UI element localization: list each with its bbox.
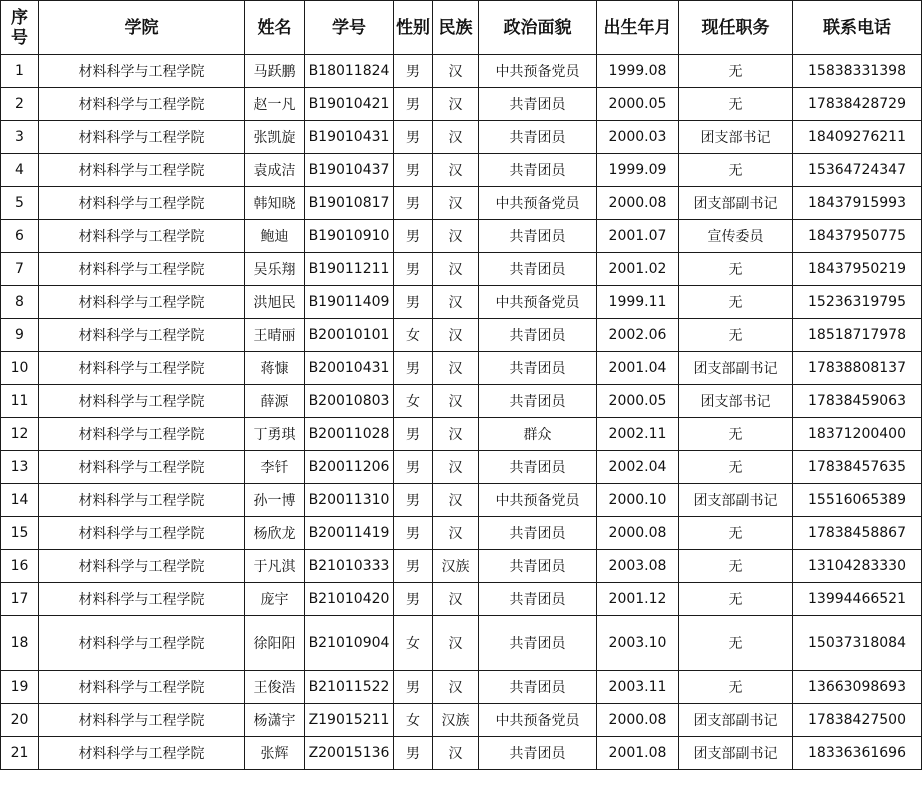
cell-position: 无 bbox=[679, 583, 793, 616]
cell-gender: 男 bbox=[394, 55, 433, 88]
cell-name: 韩知晓 bbox=[245, 187, 305, 220]
cell-phone: 18371200400 bbox=[793, 418, 922, 451]
cell-political-status: 中共预备党员 bbox=[479, 187, 597, 220]
cell-phone: 13994466521 bbox=[793, 583, 922, 616]
cell-student-id: B21010904 bbox=[305, 616, 394, 671]
cell-position: 团支部副书记 bbox=[679, 187, 793, 220]
table-row bbox=[1, 517, 922, 550]
cell-college: 材料科学与工程学院 bbox=[39, 737, 245, 770]
cell-phone: 15037318084 bbox=[793, 616, 922, 671]
cell-seq: 12 bbox=[1, 418, 39, 451]
cell-birth: 2000.10 bbox=[597, 484, 679, 517]
table-row bbox=[1, 55, 922, 88]
cell-college: 材料科学与工程学院 bbox=[39, 319, 245, 352]
cell-political-status: 共青团员 bbox=[479, 583, 597, 616]
cell-gender: 男 bbox=[394, 253, 433, 286]
table-row bbox=[1, 616, 922, 671]
cell-phone: 18518717978 bbox=[793, 319, 922, 352]
cell-seq: 18 bbox=[1, 616, 39, 671]
cell-student-id: B20010101 bbox=[305, 319, 394, 352]
cell-birth: 2001.07 bbox=[597, 220, 679, 253]
cell-gender: 男 bbox=[394, 154, 433, 187]
cell-ethnicity: 汉 bbox=[433, 418, 479, 451]
cell-political-status: 中共预备党员 bbox=[479, 704, 597, 737]
cell-birth: 1999.08 bbox=[597, 55, 679, 88]
cell-name: 杨欣龙 bbox=[245, 517, 305, 550]
cell-position: 无 bbox=[679, 154, 793, 187]
cell-name: 杨潇宇 bbox=[245, 704, 305, 737]
cell-college: 材料科学与工程学院 bbox=[39, 418, 245, 451]
cell-position: 无 bbox=[679, 517, 793, 550]
cell-name: 吴乐翔 bbox=[245, 253, 305, 286]
cell-birth: 2003.11 bbox=[597, 671, 679, 704]
cell-seq: 5 bbox=[1, 187, 39, 220]
header-college: 学院 bbox=[39, 1, 245, 55]
table-row bbox=[1, 286, 922, 319]
table-row bbox=[1, 704, 922, 737]
cell-student-id: B20011206 bbox=[305, 451, 394, 484]
cell-name: 孙一博 bbox=[245, 484, 305, 517]
cell-birth: 2003.10 bbox=[597, 616, 679, 671]
cell-seq: 8 bbox=[1, 286, 39, 319]
cell-gender: 男 bbox=[394, 451, 433, 484]
cell-gender: 男 bbox=[394, 352, 433, 385]
cell-position: 宣传委员 bbox=[679, 220, 793, 253]
cell-student-id: Z20015136 bbox=[305, 737, 394, 770]
cell-position: 团支部副书记 bbox=[679, 352, 793, 385]
cell-position: 团支部副书记 bbox=[679, 484, 793, 517]
cell-birth: 1999.09 bbox=[597, 154, 679, 187]
cell-ethnicity: 汉 bbox=[433, 319, 479, 352]
cell-gender: 男 bbox=[394, 220, 433, 253]
cell-name: 张凯旋 bbox=[245, 121, 305, 154]
cell-ethnicity: 汉 bbox=[433, 187, 479, 220]
cell-political-status: 共青团员 bbox=[479, 352, 597, 385]
cell-gender: 男 bbox=[394, 418, 433, 451]
cell-name: 马跃鹏 bbox=[245, 55, 305, 88]
cell-ethnicity: 汉 bbox=[433, 671, 479, 704]
cell-phone: 13663098693 bbox=[793, 671, 922, 704]
cell-ethnicity: 汉 bbox=[433, 55, 479, 88]
cell-phone: 18437950219 bbox=[793, 253, 922, 286]
cell-phone: 15516065389 bbox=[793, 484, 922, 517]
cell-ethnicity: 汉族 bbox=[433, 704, 479, 737]
cell-student-id: B19010910 bbox=[305, 220, 394, 253]
cell-seq: 7 bbox=[1, 253, 39, 286]
cell-student-id: B19011409 bbox=[305, 286, 394, 319]
cell-college: 材料科学与工程学院 bbox=[39, 253, 245, 286]
cell-seq: 13 bbox=[1, 451, 39, 484]
cell-ethnicity: 汉 bbox=[433, 484, 479, 517]
cell-phone: 15838331398 bbox=[793, 55, 922, 88]
cell-position: 无 bbox=[679, 550, 793, 583]
cell-gender: 男 bbox=[394, 583, 433, 616]
cell-seq: 19 bbox=[1, 671, 39, 704]
cell-gender: 男 bbox=[394, 550, 433, 583]
cell-student-id: B19010431 bbox=[305, 121, 394, 154]
cell-ethnicity: 汉 bbox=[433, 385, 479, 418]
cell-ethnicity: 汉 bbox=[433, 88, 479, 121]
cell-name: 洪旭民 bbox=[245, 286, 305, 319]
header-row bbox=[1, 1, 922, 55]
cell-political-status: 共青团员 bbox=[479, 319, 597, 352]
cell-name: 薛源 bbox=[245, 385, 305, 418]
table-row bbox=[1, 187, 922, 220]
cell-seq: 3 bbox=[1, 121, 39, 154]
cell-name: 于凡淇 bbox=[245, 550, 305, 583]
cell-college: 材料科学与工程学院 bbox=[39, 187, 245, 220]
cell-political-status: 中共预备党员 bbox=[479, 286, 597, 319]
cell-college: 材料科学与工程学院 bbox=[39, 88, 245, 121]
cell-ethnicity: 汉 bbox=[433, 352, 479, 385]
cell-seq: 15 bbox=[1, 517, 39, 550]
cell-phone: 13104283330 bbox=[793, 550, 922, 583]
header-birth: 出生年月 bbox=[597, 1, 679, 55]
cell-college: 材料科学与工程学院 bbox=[39, 154, 245, 187]
cell-position: 无 bbox=[679, 418, 793, 451]
cell-college: 材料科学与工程学院 bbox=[39, 484, 245, 517]
cell-student-id: B20011419 bbox=[305, 517, 394, 550]
cell-student-id: B21010420 bbox=[305, 583, 394, 616]
header-position: 现任职务 bbox=[679, 1, 793, 55]
cell-ethnicity: 汉 bbox=[433, 451, 479, 484]
cell-ethnicity: 汉 bbox=[433, 220, 479, 253]
cell-phone: 18437950775 bbox=[793, 220, 922, 253]
cell-position: 无 bbox=[679, 319, 793, 352]
cell-position: 团支部副书记 bbox=[679, 704, 793, 737]
table-row bbox=[1, 737, 922, 770]
cell-birth: 2001.04 bbox=[597, 352, 679, 385]
table-row bbox=[1, 671, 922, 704]
cell-college: 材料科学与工程学院 bbox=[39, 704, 245, 737]
header-name: 姓名 bbox=[245, 1, 305, 55]
cell-position: 团支部书记 bbox=[679, 385, 793, 418]
table-row bbox=[1, 451, 922, 484]
cell-political-status: 共青团员 bbox=[479, 220, 597, 253]
cell-college: 材料科学与工程学院 bbox=[39, 286, 245, 319]
cell-position: 无 bbox=[679, 616, 793, 671]
table-row bbox=[1, 88, 922, 121]
table-row bbox=[1, 154, 922, 187]
cell-phone: 15236319795 bbox=[793, 286, 922, 319]
cell-gender: 男 bbox=[394, 187, 433, 220]
cell-birth: 2002.06 bbox=[597, 319, 679, 352]
cell-college: 材料科学与工程学院 bbox=[39, 451, 245, 484]
cell-name: 丁勇琪 bbox=[245, 418, 305, 451]
cell-student-id: B19010437 bbox=[305, 154, 394, 187]
table-row bbox=[1, 484, 922, 517]
cell-student-id: B18011824 bbox=[305, 55, 394, 88]
cell-phone: 18437915993 bbox=[793, 187, 922, 220]
cell-political-status: 共青团员 bbox=[479, 154, 597, 187]
cell-name: 蒋慷 bbox=[245, 352, 305, 385]
cell-gender: 女 bbox=[394, 385, 433, 418]
table-row bbox=[1, 352, 922, 385]
cell-student-id: Z19015211 bbox=[305, 704, 394, 737]
cell-birth: 2000.05 bbox=[597, 88, 679, 121]
cell-political-status: 共青团员 bbox=[479, 253, 597, 286]
cell-name: 鲍迪 bbox=[245, 220, 305, 253]
cell-ethnicity: 汉 bbox=[433, 121, 479, 154]
cell-student-id: B20010431 bbox=[305, 352, 394, 385]
cell-ethnicity: 汉 bbox=[433, 583, 479, 616]
cell-gender: 男 bbox=[394, 671, 433, 704]
cell-student-id: B21010333 bbox=[305, 550, 394, 583]
cell-phone: 17838808137 bbox=[793, 352, 922, 385]
cell-phone: 17838427500 bbox=[793, 704, 922, 737]
cell-seq: 6 bbox=[1, 220, 39, 253]
cell-birth: 2001.02 bbox=[597, 253, 679, 286]
cell-name: 赵一凡 bbox=[245, 88, 305, 121]
cell-gender: 女 bbox=[394, 319, 433, 352]
cell-ethnicity: 汉 bbox=[433, 517, 479, 550]
cell-seq: 4 bbox=[1, 154, 39, 187]
cell-political-status: 共青团员 bbox=[479, 671, 597, 704]
cell-ethnicity: 汉族 bbox=[433, 550, 479, 583]
cell-birth: 2002.04 bbox=[597, 451, 679, 484]
cell-gender: 女 bbox=[394, 704, 433, 737]
cell-birth: 2000.08 bbox=[597, 187, 679, 220]
cell-position: 无 bbox=[679, 55, 793, 88]
cell-ethnicity: 汉 bbox=[433, 286, 479, 319]
table-row bbox=[1, 121, 922, 154]
header-student-id: 学号 bbox=[305, 1, 394, 55]
cell-gender: 男 bbox=[394, 121, 433, 154]
cell-name: 张辉 bbox=[245, 737, 305, 770]
cell-student-id: B20011310 bbox=[305, 484, 394, 517]
table-row bbox=[1, 220, 922, 253]
cell-birth: 1999.11 bbox=[597, 286, 679, 319]
cell-phone: 15364724347 bbox=[793, 154, 922, 187]
cell-political-status: 共青团员 bbox=[479, 121, 597, 154]
cell-ethnicity: 汉 bbox=[433, 737, 479, 770]
cell-political-status: 共青团员 bbox=[479, 616, 597, 671]
cell-ethnicity: 汉 bbox=[433, 154, 479, 187]
cell-college: 材料科学与工程学院 bbox=[39, 121, 245, 154]
cell-political-status: 共青团员 bbox=[479, 550, 597, 583]
cell-name: 李钎 bbox=[245, 451, 305, 484]
cell-position: 无 bbox=[679, 88, 793, 121]
cell-college: 材料科学与工程学院 bbox=[39, 220, 245, 253]
cell-seq: 14 bbox=[1, 484, 39, 517]
cell-position: 团支部副书记 bbox=[679, 737, 793, 770]
cell-college: 材料科学与工程学院 bbox=[39, 352, 245, 385]
cell-college: 材料科学与工程学院 bbox=[39, 671, 245, 704]
cell-birth: 2000.03 bbox=[597, 121, 679, 154]
cell-birth: 2000.08 bbox=[597, 704, 679, 737]
table-row bbox=[1, 385, 922, 418]
cell-college: 材料科学与工程学院 bbox=[39, 616, 245, 671]
table-row bbox=[1, 418, 922, 451]
cell-student-id: B20010803 bbox=[305, 385, 394, 418]
cell-name: 庞宇 bbox=[245, 583, 305, 616]
cell-college: 材料科学与工程学院 bbox=[39, 385, 245, 418]
cell-phone: 17838457635 bbox=[793, 451, 922, 484]
cell-name: 王俊浩 bbox=[245, 671, 305, 704]
cell-gender: 女 bbox=[394, 616, 433, 671]
header-phone: 联系电话 bbox=[793, 1, 922, 55]
cell-political-status: 中共预备党员 bbox=[479, 55, 597, 88]
cell-political-status: 共青团员 bbox=[479, 451, 597, 484]
cell-name: 徐阳阳 bbox=[245, 616, 305, 671]
cell-position: 无 bbox=[679, 253, 793, 286]
cell-student-id: B21011522 bbox=[305, 671, 394, 704]
header-seq: 序 号 bbox=[1, 1, 39, 55]
cell-political-status: 共青团员 bbox=[479, 737, 597, 770]
cell-birth: 2001.12 bbox=[597, 583, 679, 616]
cell-political-status: 群众 bbox=[479, 418, 597, 451]
cell-phone: 18336361696 bbox=[793, 737, 922, 770]
cell-student-id: B19010421 bbox=[305, 88, 394, 121]
cell-birth: 2000.05 bbox=[597, 385, 679, 418]
cell-seq: 2 bbox=[1, 88, 39, 121]
cell-gender: 男 bbox=[394, 737, 433, 770]
cell-seq: 10 bbox=[1, 352, 39, 385]
cell-seq: 9 bbox=[1, 319, 39, 352]
cell-gender: 男 bbox=[394, 286, 433, 319]
cell-gender: 男 bbox=[394, 517, 433, 550]
roster-body bbox=[1, 55, 922, 770]
cell-position: 无 bbox=[679, 286, 793, 319]
table-row bbox=[1, 319, 922, 352]
cell-college: 材料科学与工程学院 bbox=[39, 583, 245, 616]
cell-position: 团支部书记 bbox=[679, 121, 793, 154]
cell-phone: 18409276211 bbox=[793, 121, 922, 154]
table-row bbox=[1, 253, 922, 286]
cell-name: 王晴丽 bbox=[245, 319, 305, 352]
cell-phone: 17838459063 bbox=[793, 385, 922, 418]
cell-gender: 男 bbox=[394, 88, 433, 121]
cell-phone: 17838458867 bbox=[793, 517, 922, 550]
header-ethnicity: 民族 bbox=[433, 1, 479, 55]
cell-student-id: B20011028 bbox=[305, 418, 394, 451]
cell-seq: 20 bbox=[1, 704, 39, 737]
cell-seq: 21 bbox=[1, 737, 39, 770]
cell-birth: 2000.08 bbox=[597, 517, 679, 550]
cell-seq: 17 bbox=[1, 583, 39, 616]
cell-position: 无 bbox=[679, 451, 793, 484]
cell-birth: 2001.08 bbox=[597, 737, 679, 770]
cell-student-id: B19010817 bbox=[305, 187, 394, 220]
cell-seq: 16 bbox=[1, 550, 39, 583]
cell-political-status: 共青团员 bbox=[479, 88, 597, 121]
header-gender: 性别 bbox=[394, 1, 433, 55]
cell-gender: 男 bbox=[394, 484, 433, 517]
cell-birth: 2003.08 bbox=[597, 550, 679, 583]
header-political-status: 政治面貌 bbox=[479, 1, 597, 55]
cell-political-status: 共青团员 bbox=[479, 385, 597, 418]
cell-birth: 2002.11 bbox=[597, 418, 679, 451]
table-row bbox=[1, 583, 922, 616]
cell-college: 材料科学与工程学院 bbox=[39, 517, 245, 550]
cell-name: 袁成洁 bbox=[245, 154, 305, 187]
cell-student-id: B19011211 bbox=[305, 253, 394, 286]
table-row bbox=[1, 550, 922, 583]
cell-college: 材料科学与工程学院 bbox=[39, 55, 245, 88]
cell-seq: 1 bbox=[1, 55, 39, 88]
cell-phone: 17838428729 bbox=[793, 88, 922, 121]
cell-position: 无 bbox=[679, 671, 793, 704]
cell-ethnicity: 汉 bbox=[433, 253, 479, 286]
cell-political-status: 共青团员 bbox=[479, 517, 597, 550]
cell-college: 材料科学与工程学院 bbox=[39, 550, 245, 583]
cell-seq: 11 bbox=[1, 385, 39, 418]
cell-political-status: 中共预备党员 bbox=[479, 484, 597, 517]
cell-ethnicity: 汉 bbox=[433, 616, 479, 671]
